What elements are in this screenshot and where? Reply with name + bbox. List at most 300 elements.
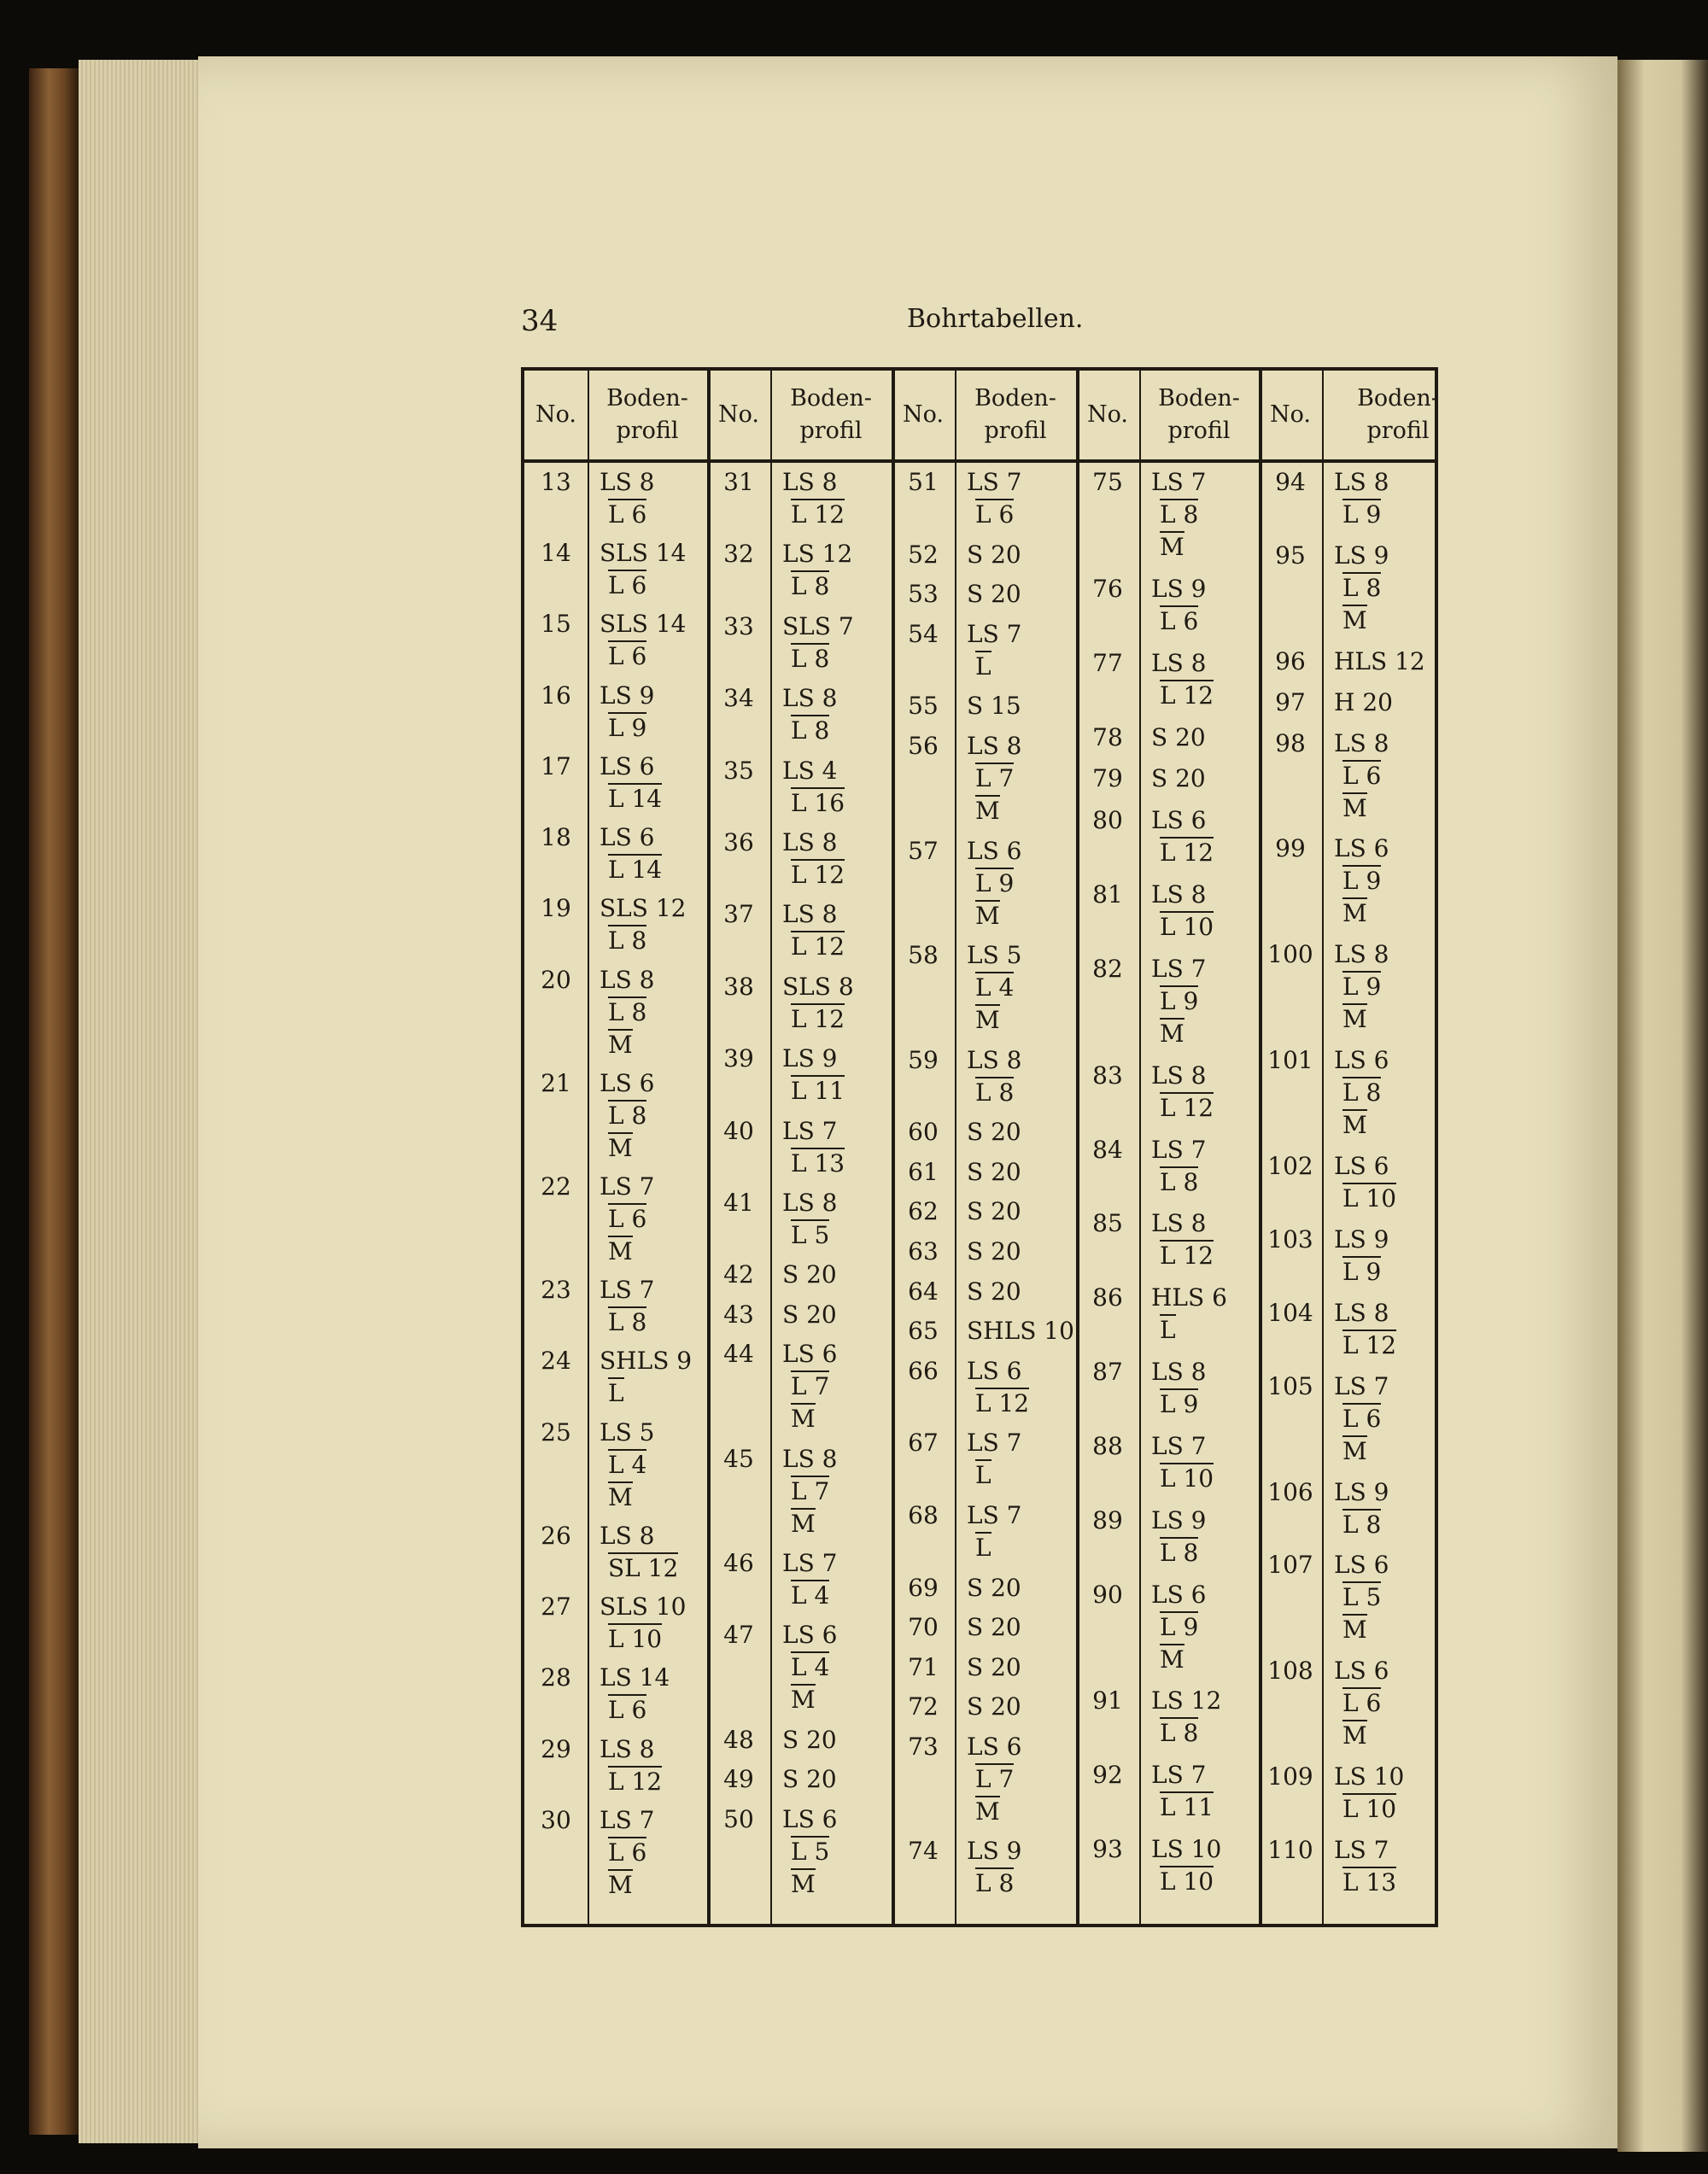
profile-layer <box>782 859 845 891</box>
header-no <box>1259 371 1322 459</box>
profile-layer-text-overlined: M <box>1160 1645 1184 1674</box>
profile-layer-text: LS 7 <box>600 1276 655 1305</box>
profile-layer <box>782 499 845 531</box>
entry-number: 110 <box>1267 1836 1313 1865</box>
soil-profile <box>967 1572 1021 1604</box>
soil-profile <box>1334 1150 1396 1215</box>
profile-layer <box>967 795 1022 827</box>
entry-number: 94 <box>1275 468 1306 496</box>
profile-layer <box>782 787 845 820</box>
profile-layer <box>1334 540 1389 572</box>
profile-layer <box>782 1763 837 1796</box>
profile-layer-text: LS 5 <box>600 1417 655 1446</box>
profile-layer <box>1334 572 1389 605</box>
soil-profile <box>600 537 687 602</box>
profile-layer-text: LS 8 <box>600 965 655 994</box>
profile-layer-text-overlined: L 4 <box>608 1450 647 1479</box>
profile-layer-text: LS 6 <box>967 836 1022 865</box>
profile-layer <box>782 931 845 963</box>
profile-layer-text-overlined: L 13 <box>1342 1868 1397 1897</box>
entry-number: 59 <box>908 1045 939 1074</box>
profile-layer-text: LS 7 <box>1151 1761 1207 1790</box>
profile-layer <box>967 763 1022 795</box>
header-no <box>524 371 588 459</box>
entry-number: 96 <box>1275 646 1306 675</box>
column-divider <box>770 371 772 1924</box>
profile-layer <box>782 1148 845 1180</box>
soil-profile <box>967 578 1021 611</box>
profile-layer <box>1151 1685 1221 1717</box>
entry-number: 31 <box>723 468 754 496</box>
profile-layer-text: LS 9 <box>1334 1477 1389 1506</box>
profile-layer-text-overlined: L 12 <box>1160 681 1214 710</box>
profile-layer-text-overlined: M <box>1342 1005 1367 1034</box>
soil-profile <box>1334 833 1389 930</box>
profile-layer <box>600 1623 687 1656</box>
entry-number: 108 <box>1267 1657 1313 1686</box>
profile-layer-text: S 20 <box>967 1613 1021 1642</box>
profile-layer <box>782 1075 845 1107</box>
profile-layer-text-overlined: M <box>608 1482 633 1511</box>
soil-profile <box>1151 647 1214 712</box>
profile-layer-text-overlined: L 9 <box>1160 1612 1199 1641</box>
profile-layer <box>600 1171 655 1203</box>
profile-layer <box>782 1115 845 1148</box>
soil-profile <box>600 1171 655 1268</box>
entry-number: 92 <box>1092 1761 1123 1790</box>
profile-layer-text-overlined: L 4 <box>791 1653 830 1682</box>
profile-layer <box>600 1449 655 1481</box>
soil-profile <box>600 680 655 745</box>
profile-layer <box>1334 1720 1389 1752</box>
profile-layer-text: LS 7 <box>782 1549 838 1577</box>
profile-layer <box>967 1427 1022 1459</box>
soil-profile <box>600 892 687 957</box>
entry-number: 17 <box>541 751 571 780</box>
profile-layer-text-overlined: M <box>975 1006 1000 1035</box>
soil-profile <box>967 618 1022 683</box>
soil-profile <box>782 1259 837 1291</box>
profile-layer <box>782 1338 838 1370</box>
profile-layer <box>1151 1207 1214 1240</box>
soil-profile <box>782 1619 838 1716</box>
profile-layer <box>782 1580 838 1612</box>
header-no <box>892 371 955 459</box>
entry-number: 98 <box>1275 728 1306 757</box>
soil-profile <box>782 1115 845 1180</box>
entry-number: 49 <box>723 1765 754 1794</box>
profile-layer <box>967 1763 1022 1796</box>
entry-number: 20 <box>541 965 571 994</box>
profile-layer <box>1151 531 1207 564</box>
soil-profile <box>782 1547 838 1612</box>
profile-layer <box>1334 1614 1389 1646</box>
profile-layer <box>782 570 852 603</box>
soil-profile <box>600 466 655 531</box>
profile-layer-text-overlined: L 12 <box>1160 1093 1214 1122</box>
profile-layer-text: LS 8 <box>782 900 838 929</box>
entry-number: 86 <box>1092 1283 1123 1312</box>
profile-layer <box>782 827 845 859</box>
profile-layer-text: LS 8 <box>1334 940 1389 969</box>
header-profil-line2: profil <box>616 418 679 444</box>
profile-layer <box>1151 837 1214 869</box>
profile-layer-text: S 20 <box>967 1197 1021 1226</box>
profile-layer-text-overlined: L 13 <box>791 1148 845 1178</box>
profile-layer-text-overlined: L 10 <box>1160 1867 1214 1896</box>
column-divider <box>1139 371 1141 1924</box>
profile-layer <box>782 898 845 931</box>
entry-number: 84 <box>1092 1135 1123 1164</box>
profile-layer <box>600 1203 655 1236</box>
profile-layer-text-overlined: M <box>1342 1111 1367 1140</box>
entry-number: 57 <box>908 836 939 865</box>
profile-layer-text: S 20 <box>967 1157 1021 1186</box>
profile-layer <box>1151 985 1207 1018</box>
profile-layer-text-overlined: L 14 <box>608 784 663 813</box>
profile-layer-text-overlined: L 9 <box>1342 867 1382 896</box>
profile-layer <box>600 1733 662 1766</box>
profile-layer-text-overlined: L 12 <box>1160 839 1214 868</box>
header-profil-line2: profil <box>1366 418 1430 444</box>
profile-layer-text-overlined: M <box>791 1869 816 1898</box>
entry-number: 43 <box>723 1300 754 1329</box>
profile-layer <box>600 1804 655 1837</box>
soil-profile <box>1334 1761 1404 1826</box>
entry-number: 90 <box>1092 1580 1123 1609</box>
profile-layer-text-overlined: L <box>975 1461 991 1490</box>
entry-number: 29 <box>541 1734 571 1763</box>
profile-layer-text-overlined: L 6 <box>1342 761 1382 790</box>
soil-profile <box>1334 687 1393 719</box>
entry-number: 85 <box>1092 1209 1123 1238</box>
profile-layer-text-overlined: L 5 <box>791 1221 830 1249</box>
profile-layer-text: LS 14 <box>600 1663 670 1692</box>
profile-layer-text: LS 8 <box>967 1045 1022 1074</box>
profile-layer-text-overlined: L 11 <box>791 1077 845 1106</box>
profile-layer <box>1151 1579 1207 1611</box>
profile-layer-text-overlined: L 12 <box>791 500 845 529</box>
profile-layer <box>1334 499 1389 531</box>
profile-layer-text: HLS 6 <box>1151 1283 1227 1312</box>
profile-layer-text-overlined: M <box>975 796 1000 825</box>
profile-layer-text: SLS 8 <box>782 972 854 1001</box>
profile-layer-text: S 20 <box>782 1260 837 1289</box>
profile-layer <box>782 715 838 747</box>
entry-number: 87 <box>1092 1358 1123 1387</box>
header-profil-line1: Boden- <box>1158 385 1240 412</box>
soil-profile <box>782 1443 838 1540</box>
entry-number: 72 <box>908 1692 939 1721</box>
profile-layer-text: S 20 <box>1151 764 1206 793</box>
entry-number: 61 <box>908 1157 939 1186</box>
profile-layer-text-overlined: L 10 <box>1160 1464 1214 1493</box>
entry-number: 105 <box>1267 1371 1313 1400</box>
profile-layer-text-overlined: M <box>608 1133 633 1162</box>
soil-profile <box>1334 466 1389 531</box>
header-no-label: No. <box>903 401 944 428</box>
profile-layer-text-overlined: L 7 <box>791 1372 830 1401</box>
profile-layer-text-overlined: L 9 <box>1160 1390 1199 1419</box>
profile-layer-text: SHLS 10 <box>967 1317 1074 1346</box>
profile-layer-text: LS 8 <box>782 1189 838 1217</box>
entry-number: 60 <box>908 1118 939 1147</box>
profile-layer <box>1334 1297 1396 1330</box>
soil-profile <box>782 1187 838 1252</box>
profile-layer <box>600 964 655 996</box>
profile-layer <box>1334 605 1389 637</box>
profile-layer-text: LS 10 <box>1151 1835 1222 1864</box>
header-profil-line2: profil <box>984 418 1047 444</box>
profile-layer <box>1151 1092 1214 1125</box>
profile-layer <box>600 925 687 957</box>
header-profil-line1: Boden- <box>974 385 1056 412</box>
profile-layer <box>1151 1833 1221 1866</box>
profile-layer-text: SLS 7 <box>782 611 854 640</box>
soil-profile <box>600 608 687 673</box>
soil-profile <box>1151 1134 1207 1199</box>
profile-layer-text-overlined: L 6 <box>1342 1404 1382 1433</box>
soil-profile <box>967 1355 1029 1420</box>
profile-layer-text: LS 7 <box>1151 1135 1207 1164</box>
profile-layer-text-overlined: L 16 <box>791 788 845 817</box>
profile-layer <box>1334 466 1389 499</box>
soil-profile <box>1334 646 1425 678</box>
soil-profile <box>600 1733 662 1798</box>
page-number: 34 <box>521 304 559 338</box>
profile-layer <box>782 643 854 675</box>
profile-layer-text-overlined: L 8 <box>1342 1078 1382 1107</box>
profile-layer <box>600 1306 655 1339</box>
entry-number: 89 <box>1092 1505 1123 1534</box>
profile-layer-text-overlined: L 12 <box>791 1004 845 1033</box>
profile-layer <box>967 1459 1022 1492</box>
soil-profile <box>967 466 1022 531</box>
soil-profile <box>1334 1655 1389 1752</box>
profile-layer <box>967 618 1022 651</box>
soil-profile <box>1151 1430 1214 1495</box>
profile-layer-text: S 20 <box>967 540 1021 569</box>
soil-profile <box>600 1804 655 1902</box>
profile-layer <box>1151 1463 1214 1495</box>
profile-layer-text-overlined: L 9 <box>975 868 1015 897</box>
profile-layer-text-overlined: L 10 <box>1342 1184 1397 1213</box>
entry-number: 14 <box>541 539 571 568</box>
profile-layer-text: S 20 <box>967 1692 1021 1721</box>
soil-profile <box>600 1662 670 1727</box>
entry-number: 13 <box>541 468 571 496</box>
profile-layer-text-overlined: M <box>1160 1019 1184 1048</box>
profile-layer-text-overlined: L 4 <box>791 1581 830 1610</box>
profile-layer <box>967 939 1022 972</box>
profile-layer <box>782 1403 838 1435</box>
profile-layer <box>1151 953 1207 985</box>
profile-layer-text: HLS 12 <box>1334 646 1425 675</box>
profile-layer <box>600 892 687 925</box>
profile-layer <box>1334 1256 1389 1289</box>
profile-layer-text: LS 6 <box>1334 1551 1389 1580</box>
profile-layer <box>1151 466 1207 499</box>
profile-layer <box>1151 1430 1214 1463</box>
soil-profile <box>782 1763 837 1796</box>
entry-number: 102 <box>1267 1152 1313 1181</box>
entry-number: 62 <box>908 1197 939 1226</box>
profile-layer-text-overlined: L 7 <box>975 1764 1015 1793</box>
profile-layer <box>600 751 662 783</box>
entry-number: 58 <box>908 941 939 970</box>
profile-layer <box>600 640 687 673</box>
profile-layer <box>600 1662 670 1694</box>
profile-layer-text-overlined: L 8 <box>975 1078 1015 1107</box>
profile-layer-text-overlined: L 8 <box>608 997 647 1026</box>
profile-layer-text-overlined: L 8 <box>1342 1510 1382 1539</box>
profile-layer-text-overlined: L 12 <box>1160 1242 1214 1271</box>
profile-layer-text: H 20 <box>1334 687 1393 716</box>
profile-layer-text: S 20 <box>1151 722 1206 751</box>
profile-layer-text-overlined: SL 12 <box>608 1553 679 1582</box>
profile-layer <box>782 1219 838 1252</box>
soil-profile <box>1151 879 1214 944</box>
profile-layer-text: LS 8 <box>782 684 838 713</box>
profile-layer <box>782 1003 854 1036</box>
header-profil-line2: profil <box>1167 418 1231 444</box>
profile-layer-text-overlined: M <box>791 1509 816 1538</box>
profile-layer-text-overlined: M <box>975 1797 1000 1826</box>
profile-layer-text-overlined: L 7 <box>791 1476 830 1505</box>
entry-number: 39 <box>723 1044 754 1073</box>
soil-profile <box>1151 1759 1214 1824</box>
header-no <box>1076 371 1139 459</box>
profile-layer <box>967 1116 1021 1148</box>
entry-number: 22 <box>541 1172 571 1201</box>
profile-layer <box>967 1499 1022 1532</box>
profile-layer <box>782 1547 838 1580</box>
profile-layer-text: LS 6 <box>967 1732 1022 1761</box>
profile-layer <box>600 1520 678 1552</box>
profile-layer-text: LS 9 <box>1334 1224 1389 1254</box>
profile-layer <box>1151 1759 1214 1791</box>
soil-profile <box>967 1116 1021 1148</box>
profile-layer-text: SLS 10 <box>600 1593 687 1622</box>
profile-layer <box>1334 1687 1389 1720</box>
entry-number: 35 <box>723 756 754 785</box>
profile-layer <box>967 1867 1022 1900</box>
profile-layer-text: LS 9 <box>967 1837 1022 1866</box>
profile-layer-text: LS 6 <box>600 823 655 852</box>
profile-layer <box>1334 1403 1389 1435</box>
soil-profile <box>1334 728 1389 825</box>
soil-profile <box>967 690 1021 722</box>
profile-layer-text-overlined: M <box>1342 899 1367 928</box>
profile-layer <box>967 1044 1022 1077</box>
profile-layer-text-overlined: L 6 <box>608 1696 647 1725</box>
soil-profile <box>600 1591 687 1656</box>
profile-layer-text: LS 8 <box>967 731 1022 760</box>
soil-profile <box>1151 763 1206 795</box>
header-no <box>707 371 770 459</box>
soil-profile <box>967 1315 1074 1347</box>
profile-layer <box>600 1236 655 1268</box>
profile-layer-text-overlined: M <box>975 901 1000 930</box>
profile-layer <box>782 1259 837 1291</box>
soil-profile <box>1334 1549 1389 1646</box>
profile-layer-text-overlined: M <box>608 1030 633 1059</box>
profile-layer-text-overlined: M <box>791 1405 816 1434</box>
entry-number: 18 <box>541 823 571 852</box>
profile-layer-text: LS 7 <box>1151 954 1207 983</box>
profile-layer-text-overlined: L 9 <box>1342 1257 1382 1286</box>
entry-number: 75 <box>1092 468 1123 496</box>
header-no-label: No. <box>1087 401 1128 428</box>
profile-layer <box>782 1370 838 1403</box>
profile-layer <box>600 1591 687 1623</box>
profile-layer-text: S 20 <box>782 1300 837 1329</box>
profile-layer-text-overlined: L 6 <box>608 571 647 600</box>
profile-layer <box>1334 1793 1404 1826</box>
soil-profile <box>1334 540 1389 637</box>
profile-layer <box>600 499 655 531</box>
profile-layer <box>600 466 655 499</box>
profile-layer-text: LS 6 <box>1334 1657 1389 1686</box>
profile-layer-text-overlined: L 9 <box>1160 986 1199 1015</box>
entry-number: 53 <box>908 580 939 609</box>
entry-number: 48 <box>723 1725 754 1754</box>
entry-number: 42 <box>723 1260 754 1289</box>
profile-layer <box>1334 1476 1389 1509</box>
profile-layer <box>1334 728 1389 760</box>
profile-layer-text-overlined: M <box>608 1237 633 1265</box>
profile-layer-text: LS 12 <box>1151 1686 1222 1715</box>
profile-layer <box>967 1388 1029 1420</box>
profile-layer <box>967 690 1021 722</box>
entry-number: 91 <box>1092 1686 1123 1715</box>
profile-layer <box>1334 1509 1389 1541</box>
profile-layer-text-overlined: L 8 <box>1160 500 1199 529</box>
entry-number: 21 <box>541 1068 571 1097</box>
profile-layer <box>967 1572 1021 1604</box>
profile-layer <box>967 1691 1021 1723</box>
profile-layer <box>967 730 1022 763</box>
profile-layer <box>600 680 655 712</box>
entry-number: 27 <box>541 1593 571 1622</box>
profile-layer <box>782 1868 838 1901</box>
header-profil-line1: Boden- <box>606 385 688 412</box>
profile-layer <box>782 1443 838 1476</box>
profile-layer-text: LS 6 <box>782 1804 838 1833</box>
entry-number: 23 <box>541 1276 571 1305</box>
soil-profile <box>782 1299 837 1331</box>
entry-number: 63 <box>908 1237 939 1265</box>
profile-layer <box>1151 1644 1207 1676</box>
soil-profile <box>782 466 845 531</box>
profile-layer <box>1151 1018 1207 1050</box>
soil-profile <box>967 539 1021 571</box>
soil-profile <box>1151 466 1207 564</box>
header-bodenprofil <box>1322 371 1474 459</box>
column-group-divider <box>892 371 895 1924</box>
profile-layer <box>782 1187 838 1219</box>
profile-layer <box>967 1796 1022 1828</box>
profile-layer-text-overlined: L 10 <box>608 1625 663 1654</box>
profile-layer-text-overlined: L 4 <box>975 973 1015 1002</box>
entry-number: 19 <box>541 894 571 923</box>
entry-number: 51 <box>908 468 939 496</box>
profile-layer-text: LS 7 <box>1151 468 1207 496</box>
profile-layer <box>967 1355 1029 1388</box>
soil-profile <box>1151 1685 1221 1750</box>
entry-number: 69 <box>908 1573 939 1602</box>
profile-layer <box>1151 1717 1221 1750</box>
